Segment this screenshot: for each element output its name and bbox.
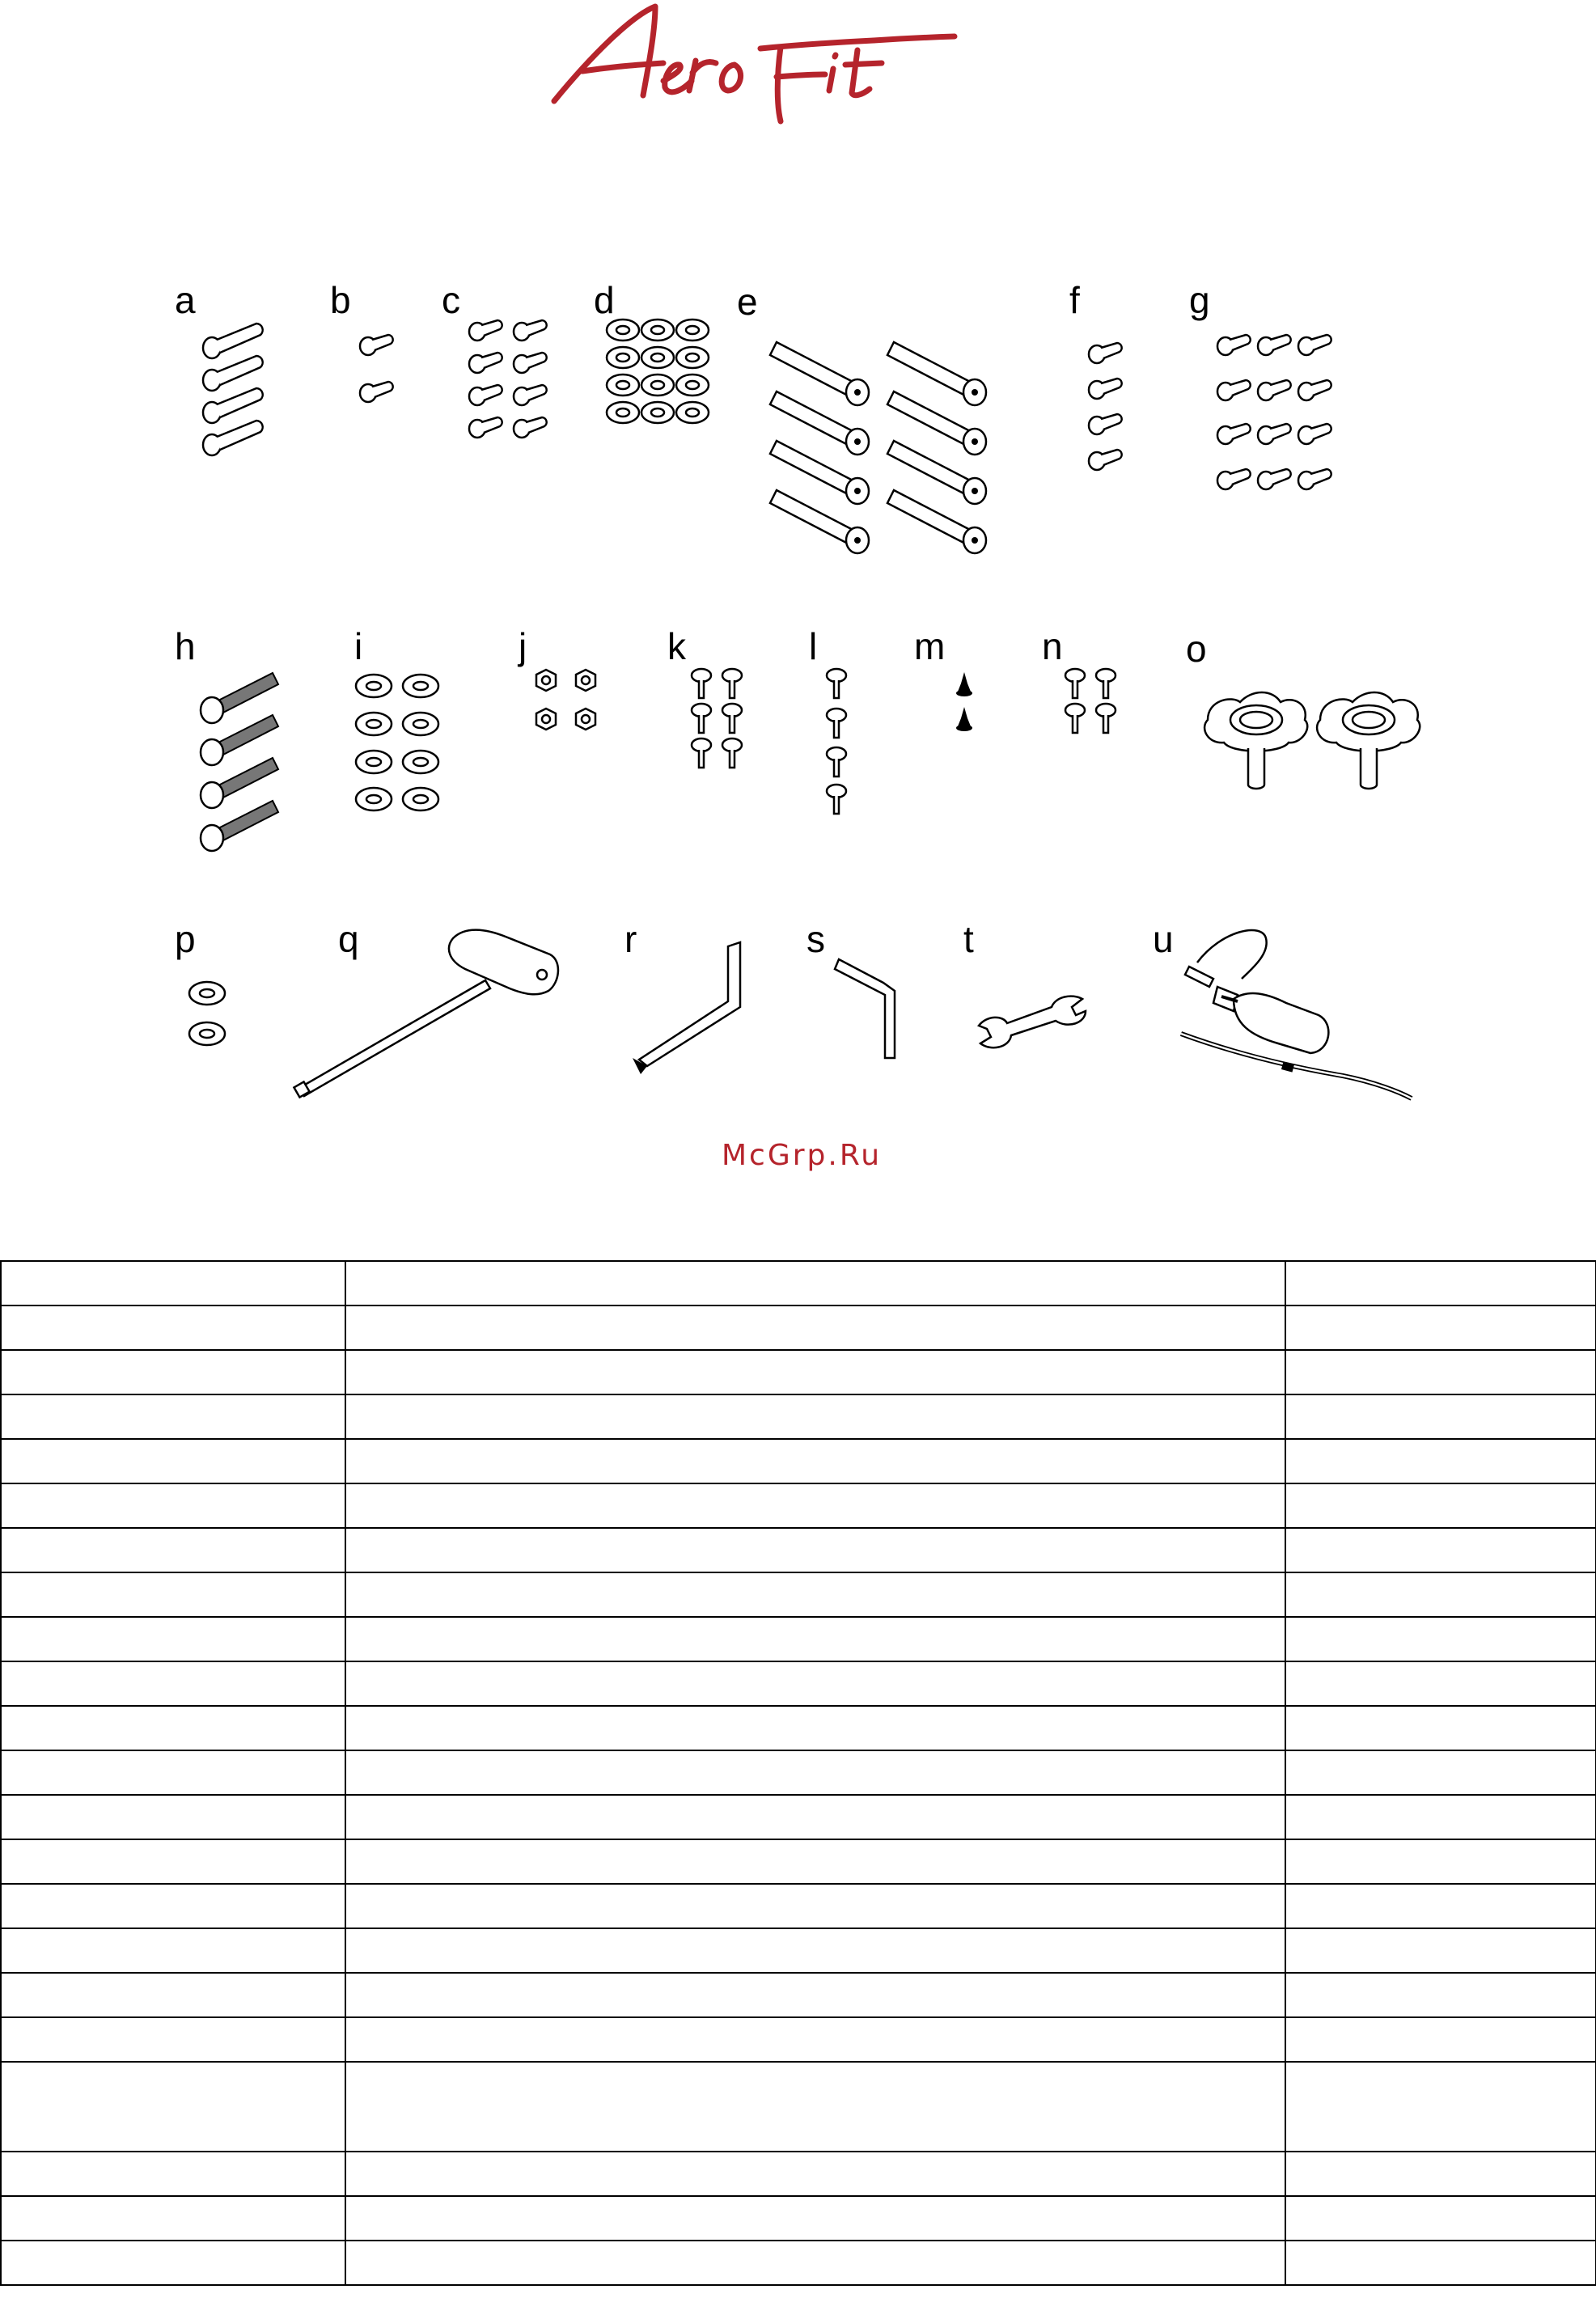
part-j-nuts — [536, 670, 595, 730]
table-row — [1, 2152, 1596, 2196]
table-row — [1, 1750, 1596, 1795]
table-cell — [345, 1394, 1285, 1439]
watermark: McGrp.Ru — [722, 1139, 883, 1172]
part-l-screws — [827, 669, 846, 814]
table-cell — [345, 1795, 1285, 1839]
table-cell — [1, 1973, 345, 2017]
table-cell — [345, 1928, 1285, 1973]
table-cell — [345, 1305, 1285, 1350]
table-cell — [345, 2152, 1285, 2196]
part-i-washers — [356, 675, 438, 810]
table-row — [1, 1483, 1596, 1528]
part-e-long-bolts — [770, 342, 986, 553]
part-r-screwdriver-key — [633, 942, 740, 1074]
part-label-m: m — [914, 625, 946, 667]
table-cell — [345, 1706, 1285, 1750]
part-label-r: r — [624, 918, 637, 960]
table-row — [1, 1572, 1596, 1617]
table-cell — [345, 1750, 1285, 1795]
table-cell — [1285, 2062, 1596, 2152]
table-row — [1, 2241, 1596, 2285]
part-f-bolts — [1089, 343, 1122, 470]
table-cell — [1, 1394, 345, 1439]
table-row — [1, 1661, 1596, 1706]
table-cell — [345, 2196, 1285, 2241]
table-cell — [1285, 1617, 1596, 1661]
part-label-k: k — [667, 625, 686, 667]
part-label-n: n — [1042, 625, 1063, 667]
table-row — [1, 1884, 1596, 1928]
table-cell — [1, 1572, 345, 1617]
table-cell — [1, 1617, 345, 1661]
table-row — [1, 1928, 1596, 1973]
part-b-bolts — [360, 335, 393, 402]
table-row — [1, 1706, 1596, 1750]
table-cell — [345, 1261, 1285, 1305]
table-cell — [1, 1928, 345, 1973]
table-cell — [1, 1439, 345, 1483]
table-cell — [1, 2017, 345, 2062]
table-cell — [345, 1973, 1285, 2017]
part-c-bolts — [469, 320, 547, 438]
table-cell — [1285, 1261, 1596, 1305]
table-cell — [345, 1439, 1285, 1483]
part-label-g: g — [1189, 279, 1210, 321]
table-cell — [1285, 1483, 1596, 1528]
table-cell — [1, 2062, 345, 2152]
table-row — [1, 1394, 1596, 1439]
table-cell — [1285, 2196, 1596, 2241]
part-label-c: c — [442, 279, 460, 321]
table-cell — [1, 1884, 345, 1928]
table-cell — [1, 2152, 345, 2196]
part-n-screws — [1065, 669, 1116, 733]
table-row — [1, 1350, 1596, 1394]
part-h-cap-bolts — [201, 673, 278, 851]
table-cell — [1285, 1350, 1596, 1394]
table-cell — [345, 2241, 1285, 2285]
hardware-illustration — [0, 0, 1596, 1132]
part-o-knobs — [1204, 692, 1420, 789]
table-cell — [1, 1839, 345, 1884]
table-row — [1, 1528, 1596, 1572]
part-s-allen-key — [835, 959, 895, 1058]
part-label-f: f — [1069, 279, 1080, 321]
table-cell — [1285, 1839, 1596, 1884]
table-cell — [1, 1661, 345, 1706]
table-row — [1, 1261, 1596, 1305]
part-q-t-handle-wrench — [294, 930, 558, 1098]
parts-table — [0, 1260, 1596, 2286]
table-cell — [1285, 2017, 1596, 2062]
table-row — [1, 1305, 1596, 1350]
table-cell — [1285, 2152, 1596, 2196]
table-cell — [345, 1483, 1285, 1528]
part-label-p: p — [175, 918, 196, 960]
table-cell — [1285, 1706, 1596, 1750]
table-cell — [345, 2017, 1285, 2062]
part-label-a: a — [175, 279, 196, 321]
table-cell — [1, 1706, 345, 1750]
table-cell — [1, 1795, 345, 1839]
table-row — [1, 1617, 1596, 1661]
table-cell — [1285, 1884, 1596, 1928]
part-m-screws — [956, 672, 972, 731]
part-label-o: o — [1186, 628, 1207, 670]
table-cell — [345, 1572, 1285, 1617]
table-cell — [1285, 1928, 1596, 1973]
table-cell — [1, 1483, 345, 1528]
part-label-l: l — [809, 625, 818, 667]
table-cell — [345, 2062, 1285, 2152]
table-cell — [1285, 1528, 1596, 1572]
table-cell — [1285, 1394, 1596, 1439]
part-p-washers — [189, 982, 225, 1045]
table-cell — [1285, 1572, 1596, 1617]
part-label-h: h — [175, 625, 196, 667]
part-label-i: i — [354, 625, 363, 667]
table-row — [1, 1973, 1596, 2017]
table-cell — [345, 1350, 1285, 1394]
part-label-q: q — [338, 918, 359, 960]
table-cell — [1285, 1439, 1596, 1483]
table-cell — [1, 1350, 345, 1394]
part-u-oil-bottle-and-tube — [1181, 930, 1412, 1098]
table-cell — [1, 2241, 345, 2285]
part-label-s: s — [806, 918, 825, 960]
part-k-screws — [692, 669, 742, 768]
part-label-j: j — [519, 625, 527, 667]
table-row — [1, 2017, 1596, 2062]
table-row — [1, 2196, 1596, 2241]
table-cell — [1, 2196, 345, 2241]
table-cell — [1, 1305, 345, 1350]
part-label-d: d — [594, 279, 615, 321]
table-cell — [1, 1750, 345, 1795]
table-cell — [1285, 1973, 1596, 2017]
table-cell — [1285, 1305, 1596, 1350]
table-cell — [345, 1884, 1285, 1928]
part-d-washers — [607, 319, 709, 423]
table-cell — [345, 1617, 1285, 1661]
table-cell — [1285, 1661, 1596, 1706]
part-label-b: b — [330, 279, 351, 321]
part-t-open-wrench — [979, 997, 1086, 1048]
table-cell — [1285, 2241, 1596, 2285]
table-cell — [345, 1528, 1285, 1572]
table-cell — [1, 1528, 345, 1572]
table-row — [1, 1839, 1596, 1884]
part-label-e: e — [737, 281, 758, 323]
table-cell — [345, 1839, 1285, 1884]
part-a-bolts — [203, 324, 263, 455]
table-row — [1, 1439, 1596, 1483]
table-row — [1, 1795, 1596, 1839]
table-cell — [1285, 1750, 1596, 1795]
table-cell — [345, 1661, 1285, 1706]
part-g-bolts — [1217, 335, 1331, 489]
part-label-u: u — [1153, 918, 1174, 960]
part-label-t: t — [963, 918, 974, 960]
table-cell — [1, 1261, 345, 1305]
table-row — [1, 2062, 1596, 2152]
table-cell — [1285, 1795, 1596, 1839]
